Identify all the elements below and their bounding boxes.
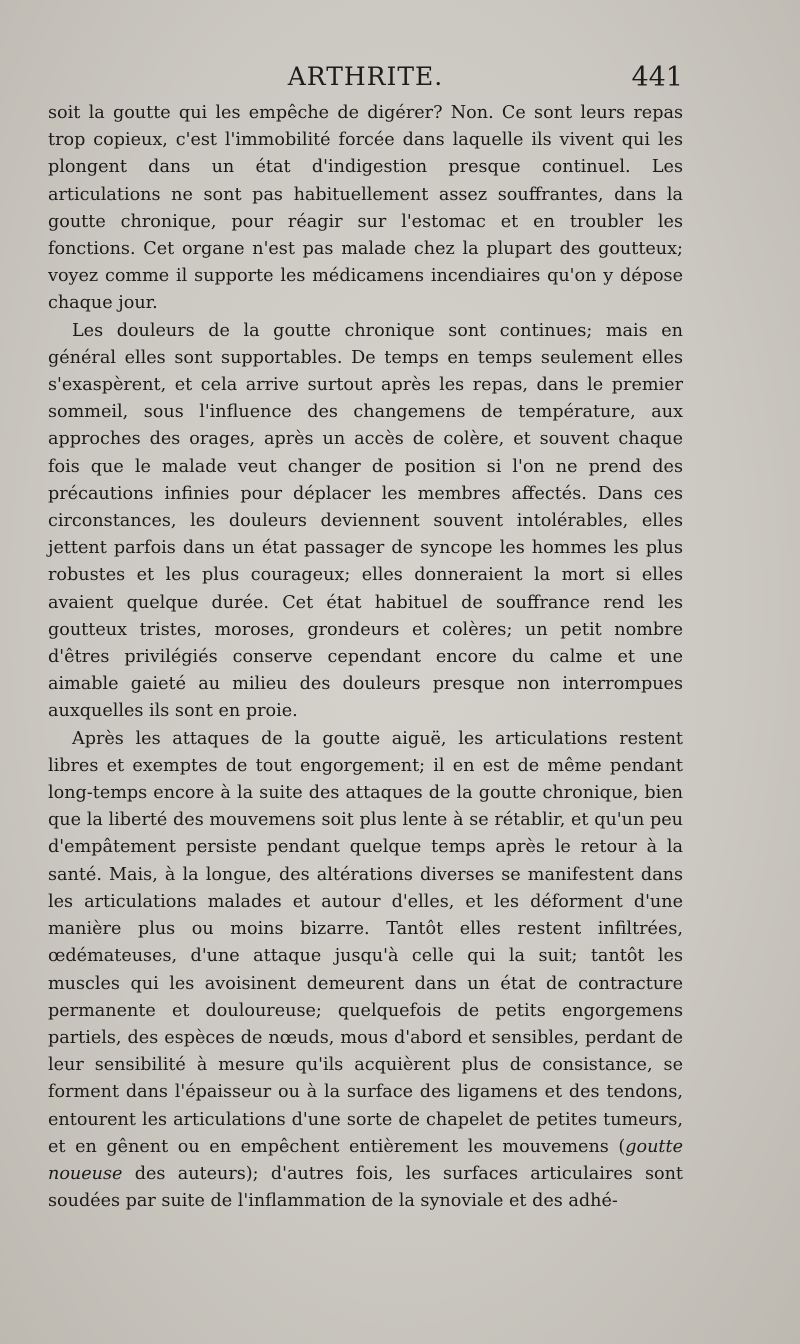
paragraph-3-part-1: Après les attaques de la goutte aiguë, les articulations restent libres et exemptes de tout engorgement; il en est de même pendant long-temps encore à la suite des attaques de la goutte chronique, bien que la liberté des mouvemens soit plus lente à se rétablir, et qu'un peu d'empâtement persiste pendant quelque temps après le retour à la santé. Mais, à la longue, des altérations diverses se manifestent dans les articulations malades et autour d'elles, et les déforment d'une manière plus ou moins bizarre. Tantôt elles restent infiltrées, œdémateuses, d'une attaque jusqu'à celle qui la suit; tantôt les muscles qui les avoisinent demeurent dans un état de contracture permanente et douloureuse; quelquefois de petits engorgemens partiels, des espèces de nœuds, mous d'abord et sensibles, perdant de leur sensibilité à mesure qu'ils acquièrent plus de consistance, se forment dans l'épaisseur ou à la surface des ligamens et des tendons, entourent les articulations d'une sorte de chapelet de petites tumeurs, et en gênent ou en empêchent entièrement les mouvemens ( xyxy=(48,728,683,1157)
paragraph-3 xyxy=(48,726,683,1216)
paragraph-2: Les douleurs de la goutte chronique sont continues; mais en général elles sont supportables. De temps en temps seulement elles s'exaspèrent, et cela arrive surtout après les repas, dans le premier sommeil, sous l'influence des changemens de température, aux approches des orages, après un accès de colère, et souvent chaque fois que le malade veut changer de position si l'on ne prend des précautions infinies pour déplacer les membres affectés. Dans ces circonstances, les douleurs deviennent souvent intolérables, elles jettent parfois dans un état passager de syncope les hommes les plus robustes et les plus courageux; elles donneraient la mort si elles avaient quelque durée. Cet état habituel de souffrance rend les goutteux tristes, moroses, grondeurs et colères; un petit nombre d'êtres privilégiés conserve cependant encore du calme et une aimable gaieté au milieu des douleurs presque non interrompues auxquelles ils sont en proie. xyxy=(48,320,683,722)
body-text xyxy=(48,100,683,1215)
paragraph-3-part-2: des auteurs); d'autres fois, les surfaces articulaires sont soudées par suite de l'inflammation de la synoviale et des adhé- xyxy=(48,1163,683,1212)
italic-term: goutte noueuse xyxy=(48,1136,683,1184)
running-head xyxy=(48,62,683,98)
page-number: 441 xyxy=(631,62,683,93)
running-title: ARTHRITE. xyxy=(287,62,444,91)
paragraph-1: soit la goutte qui les empêche de digérer? Non. Ce sont leurs repas trop copieux, c'est l'immobilité forcée dans laquelle ils vivent qui les plongent dans un état d'indigestion presque continuel. Les articulations ne sont pas habituellement assez souffrantes, dans la goutte chronique, pour réagir sur l'estomac et en troubler les fonctions. Cet organe n'est pas malade chez la plupart des goutteux; voyez comme il supporte les médicamens incendiaires qu'on y dépose chaque jour. xyxy=(48,103,683,314)
